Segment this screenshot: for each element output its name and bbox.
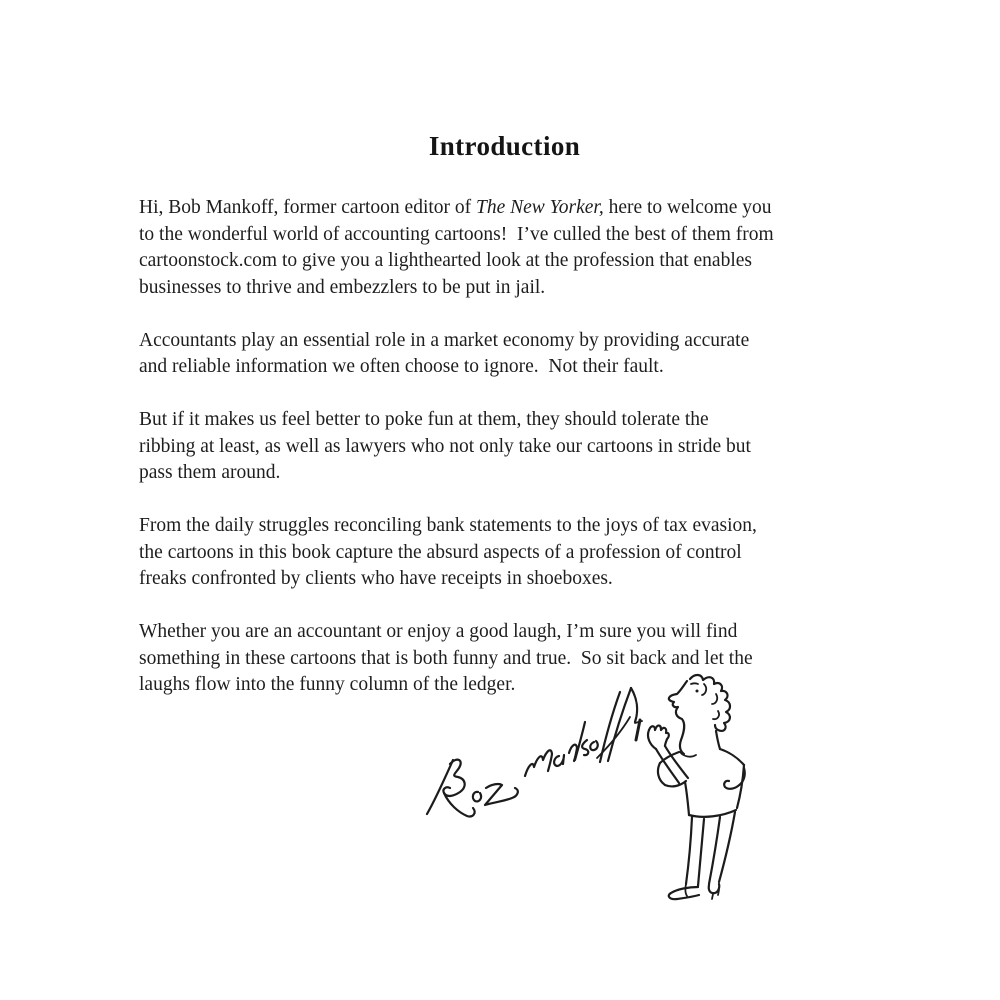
text-line: cartoonstock.com to give you a lighthearted look at the profession that enables: [139, 250, 752, 271]
text-line: [139, 195, 870, 222]
text-line: Accountants play an essential role in a market economy by providing accurate: [139, 329, 750, 351]
text-block: [139, 131, 870, 699]
paragraph: [139, 513, 870, 593]
text-line: From the daily struggles reconciling bank statements to the joys of tax evasion,: [139, 515, 757, 536]
paragraph: [139, 407, 870, 487]
paragraph: [139, 195, 870, 301]
text-line: laughs flow into the funny column of the ledger.: [139, 674, 516, 695]
self-portrait-sketch: [635, 675, 745, 899]
eye-dot: [696, 690, 699, 693]
signature-scrawl: [427, 688, 637, 816]
text-line: Whether you are an accountant or enjoy a good laugh, I’m sure you will find: [139, 621, 738, 642]
book-title-italic: The New Yorker,: [476, 197, 604, 218]
text-line: freaks confronted by clients who have receipts in shoeboxes.: [139, 568, 613, 589]
paragraph: [139, 328, 870, 381]
text-segment: Hi, Bob Mankoff, former cartoon editor of: [139, 197, 477, 218]
text-segment: here to welcome you: [603, 197, 772, 218]
signature-illustration: [413, 672, 775, 914]
text-line: businesses to thrive and embezzlers to be put in jail.: [139, 276, 546, 298]
text-line: But if it makes us feel better to poke fun at them, they should tolerate the: [139, 409, 709, 430]
page-title: Introduction: [428, 131, 581, 161]
text-line: the cartoons in this book capture the absurd aspects of a profession of control: [139, 541, 742, 563]
eyebrow-stroke: [691, 683, 698, 684]
text-line: and reliable information we often choose to ignore. Not their fault.: [139, 356, 664, 377]
text-line: pass them around.: [139, 462, 281, 483]
text-line: something in these cartoons that is both funny and true. So sit back and let the: [139, 647, 753, 669]
text-line: to the wonderful world of accounting cartoons! I’ve culled the best of them from: [139, 223, 774, 245]
text-line: ribbing at least, as well as lawyers who not only take our cartoons in stride but: [139, 435, 751, 457]
